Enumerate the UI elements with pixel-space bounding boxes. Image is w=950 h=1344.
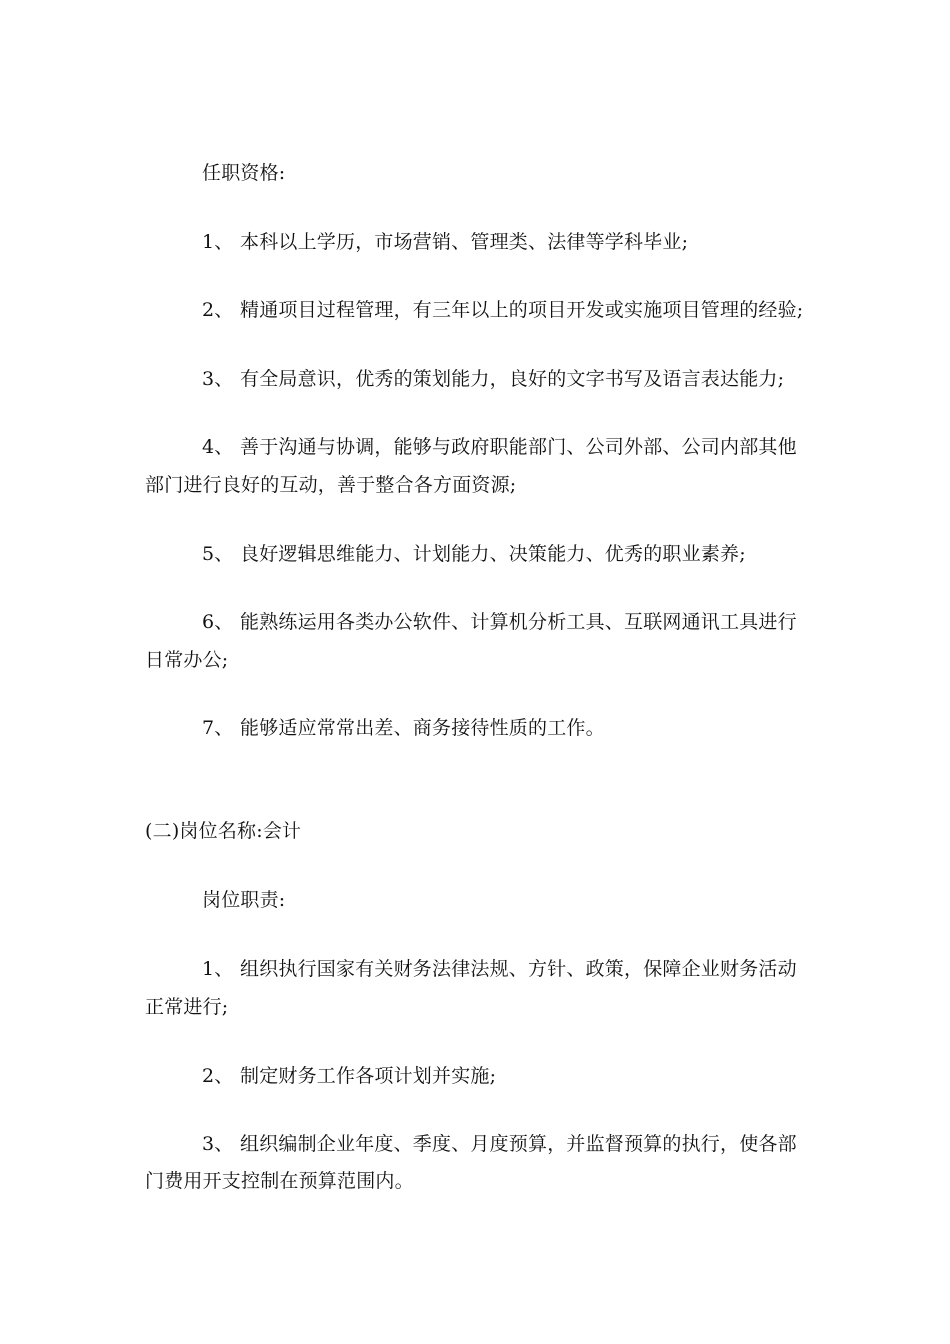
item-number: 1、 bbox=[202, 231, 234, 253]
duties-heading: 岗位职责: bbox=[202, 889, 286, 911]
qualification-item-7 bbox=[202, 716, 605, 740]
qualification-item-3 bbox=[202, 367, 784, 391]
qualification-item-6-continuation: 日常办公; bbox=[145, 649, 229, 671]
item-number: 5、 bbox=[202, 543, 234, 565]
duty-item-1-continuation: 正常进行; bbox=[145, 996, 229, 1018]
item-text: 组织执行国家有关财务法律法规、方针、政策，保障企业财务活动 bbox=[240, 958, 797, 980]
item-number: 3、 bbox=[202, 368, 234, 390]
qualification-item-5 bbox=[202, 542, 746, 566]
qualification-item-4 bbox=[202, 435, 797, 459]
qualifications-heading: 任职资格: bbox=[202, 162, 286, 184]
item-text: 制定财务工作各项计划并实施; bbox=[240, 1065, 497, 1087]
qualification-item-2 bbox=[202, 298, 803, 322]
duty-item-2 bbox=[202, 1064, 496, 1088]
item-text: 组织编制企业年度、季度、月度预算，并监督预算的执行，使各部 bbox=[240, 1133, 797, 1155]
item-number: 6、 bbox=[202, 611, 234, 633]
item-text: 精通项目过程管理，有三年以上的项目开发或实施项目管理的经验; bbox=[240, 299, 804, 321]
item-text: 能够适应常常出差、商务接待性质的工作。 bbox=[240, 717, 605, 739]
item-text: 善于沟通与协调，能够与政府职能部门、公司外部、公司内部其他 bbox=[240, 436, 797, 458]
duty-item-3-continuation: 门费用开支控制在预算范围内。 bbox=[145, 1170, 414, 1192]
item-number: 1、 bbox=[202, 958, 234, 980]
item-number: 2、 bbox=[202, 1065, 234, 1087]
qualification-item-6 bbox=[202, 610, 797, 634]
item-number: 4、 bbox=[202, 436, 234, 458]
duty-item-3 bbox=[202, 1132, 797, 1156]
item-number: 3、 bbox=[202, 1133, 234, 1155]
duty-item-1 bbox=[202, 957, 797, 981]
item-text: 本科以上学历，市场营销、管理类、法律等学科毕业; bbox=[240, 231, 689, 253]
item-text: 良好逻辑思维能力、计划能力、决策能力、优秀的职业素养; bbox=[240, 543, 746, 565]
position-title: (二)岗位名称:会计 bbox=[145, 820, 302, 842]
item-number: 2、 bbox=[202, 299, 234, 321]
qualification-item-1 bbox=[202, 230, 688, 254]
item-number: 7、 bbox=[202, 717, 234, 739]
item-text: 有全局意识，优秀的策划能力，良好的文字书写及语言表达能力; bbox=[240, 368, 785, 390]
qualification-item-4-continuation: 部门进行良好的互动，善于整合各方面资源; bbox=[145, 474, 517, 496]
item-text: 能熟练运用各类办公软件、计算机分析工具、互联网通讯工具进行 bbox=[240, 611, 797, 633]
